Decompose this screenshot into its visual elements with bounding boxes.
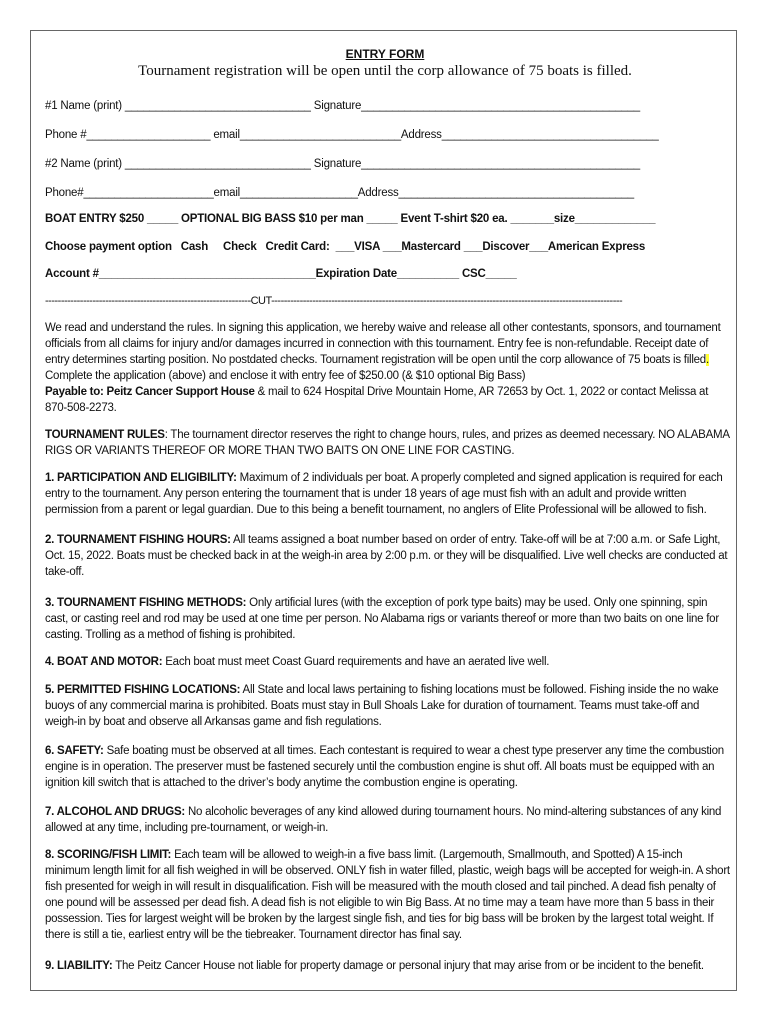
name-1-line[interactable]: #1 Name (print) ______________________________ Signature_____________________________________________ (45, 100, 640, 112)
rule-1-paragraph (45, 470, 730, 518)
cut-line: -----------------------------------------------------------------CUT--------------------------------------------------------------------------------------------------------------- (45, 295, 623, 307)
rule-text: Only artificial lures (with the exception of pork type baits) may be used. Only one spinning, spin cast, or casting reel and rod may be used at one time per person. No Alabama rigs or variants thereof or more than two baits on one line for casting. Trolling as a method of fishing is prohibited. (45, 597, 719, 642)
rule-2-paragraph (45, 532, 730, 580)
rule-6-paragraph (45, 743, 730, 791)
rule-heading: 5. PERMITTED FISHING LOCATIONS: (45, 684, 241, 696)
rule-text: Each team will be allowed to weigh-in a five bass limit. (Largemouth, Smallmouth, and Spotted) A 15-inch minimum length limit for all fish weighed in will be observed. ONLY fish in water filled, plastic, weigh bags will be accepted for weigh-in. A short fish presented for weigh in will result in disqualification. Fish will be measured with the mouth closed and tail pinched. A dead fish penalty of one pound will be assessed per dead fish. A dead fish is not eligible to win Big Bass. At no time may a team have more than 5 bass in their possession. Ties for largest weight will be broken by the largest single fish, and ties for big bass will be broken by the largest total weight. If there is still a tie, earliest entry will be the tiebreaker. Tournament director has final say. (45, 849, 730, 942)
form-subtitle: Tournament registration will be open until the corp allowance of 75 boats is filled. (138, 63, 632, 79)
rule-heading: 2. TOURNAMENT FISHING HOURS: (45, 534, 231, 546)
rule-text: Safe boating must be observed at all times. Each contestant is required to wear a chest type preserver any time the combustion engine is in operation. The preserver must be fastened securely until the combustion engine is shut off. All boats must be equipped with an ignition kill switch that is attached to the driver’s body anytime the combustion engine is operating. (45, 745, 724, 790)
rule-heading: 4. BOAT AND MOTOR: (45, 656, 163, 668)
rule-heading: TOURNAMENT RULES (45, 429, 165, 441)
phone-1-line[interactable]: Phone #____________________ email__________________________Address___________________________________ (45, 129, 659, 141)
rule-text: No alcoholic beverages of any kind allowed during tournament hours. No mind-altering substances of any kind allowed at any time, including pre-tournament, or weigh-in. (45, 806, 722, 835)
highlight-mark: . (705, 354, 709, 367)
payment-option-line[interactable]: Choose payment option Cash Check Credit Card: ___VISA ___Mastercard ___Discover___American Express (45, 241, 646, 253)
rule-3-paragraph (45, 595, 730, 643)
rule-text: All teams assigned a boat number based on order of entry. Take-off will be at 7:00 a.m. or Safe Light, Oct. 15, 2022. Boats must be checked back in at the weigh-in area by 2:00 p.m. or they will be disqualified. Live well checks are conducted at take-off. (45, 534, 728, 579)
rule-9-paragraph (45, 958, 730, 974)
entry-fees-line[interactable]: BOAT ENTRY $250 _____ OPTIONAL BIG BASS $10 per man _____ Event T-shirt $20 ea. _______size_____________ (45, 213, 656, 225)
rule-heading: 6. SAFETY: (45, 745, 104, 757)
rule-text: The Peitz Cancer House not liable for property damage or personal injury that may arise from or be incident to the benefit. (112, 960, 704, 972)
rule-text: : The tournament director reserves the right to change hours, rules, and prizes as deemed necessary. NO ALABAMA RIGS OR VARIANTS THEREOF OR MORE THAN TWO BAITS ON ONE LINE FOR CASTING. (45, 429, 730, 458)
rule-8-paragraph (45, 847, 730, 944)
phone-2-line[interactable]: Phone#_____________________email___________________Address______________________________________ (45, 187, 634, 199)
payable-text: & mail to 624 Hospital Drive Mountain Home, AR 72653 by Oct. 1, 2022 or contact Melissa at 870-508-2273. (45, 386, 709, 415)
name-2-line[interactable]: #2 Name (print) ______________________________ Signature_____________________________________________ (45, 158, 640, 170)
rule-5-paragraph (45, 682, 730, 730)
rule-7-paragraph (45, 804, 730, 836)
waiver-text: We read and understand the rules. In signing this application, we hereby waive and release all other contestants, sponsors, and tournament officials from all claims for injury and/or damages incurred in connection with this tournament. Entry fee is non-refundable. Receipt date of entry determines starting position. No postdated checks. Tournament registration will be open until the corp allowance of 75 boats is filled (45, 322, 721, 367)
rule-heading: 8. SCORING/FISH LIMIT: (45, 849, 172, 861)
rule-text: Each boat must meet Coast Guard requirements and have an aerated live well. (162, 656, 550, 668)
rule-heading: 1. PARTICIPATION AND ELIGIBILITY: (45, 472, 237, 484)
account-line[interactable]: Account #___________________________________Expiration Date__________ CSC_____ (45, 268, 517, 280)
enclose-text: Complete the application (above) and enclose it with entry fee of $250.00 (& $10 optional Big Bass) (45, 370, 526, 383)
rule-text: All State and local laws pertaining to fishing locations must be followed. Fishing inside the no wake buoys of any commercial marina is prohibited. Boats must stay in Bull Shoals Lake for duration of tournament. Teams must take-off and weigh-in by boat and observe all Arkansas game and fish regulations. (45, 684, 719, 729)
rule-4-paragraph (45, 654, 730, 670)
rule-heading: 9. LIABILITY: (45, 960, 113, 972)
rule-text: Maximum of 2 individuals per boat. A properly completed and signed application is required for each entry to the tournament. Any person entering the tournament that is under 18 years of age must fish with an adult and provide written permission from a parent or legal guardian. Due to this being a benefit tournament, no anglers of Elite Professional will be allowed to fish. (45, 472, 723, 517)
waiver-paragraph (45, 320, 730, 417)
rule-heading: 7. ALCOHOL AND DRUGS: (45, 806, 185, 818)
tournament-rules-paragraph (45, 427, 730, 459)
rule-heading: 3. TOURNAMENT FISHING METHODS: (45, 597, 247, 609)
form-title: ENTRY FORM (345, 47, 425, 61)
payable-label: Payable to: Peitz Cancer Support House (45, 386, 255, 399)
